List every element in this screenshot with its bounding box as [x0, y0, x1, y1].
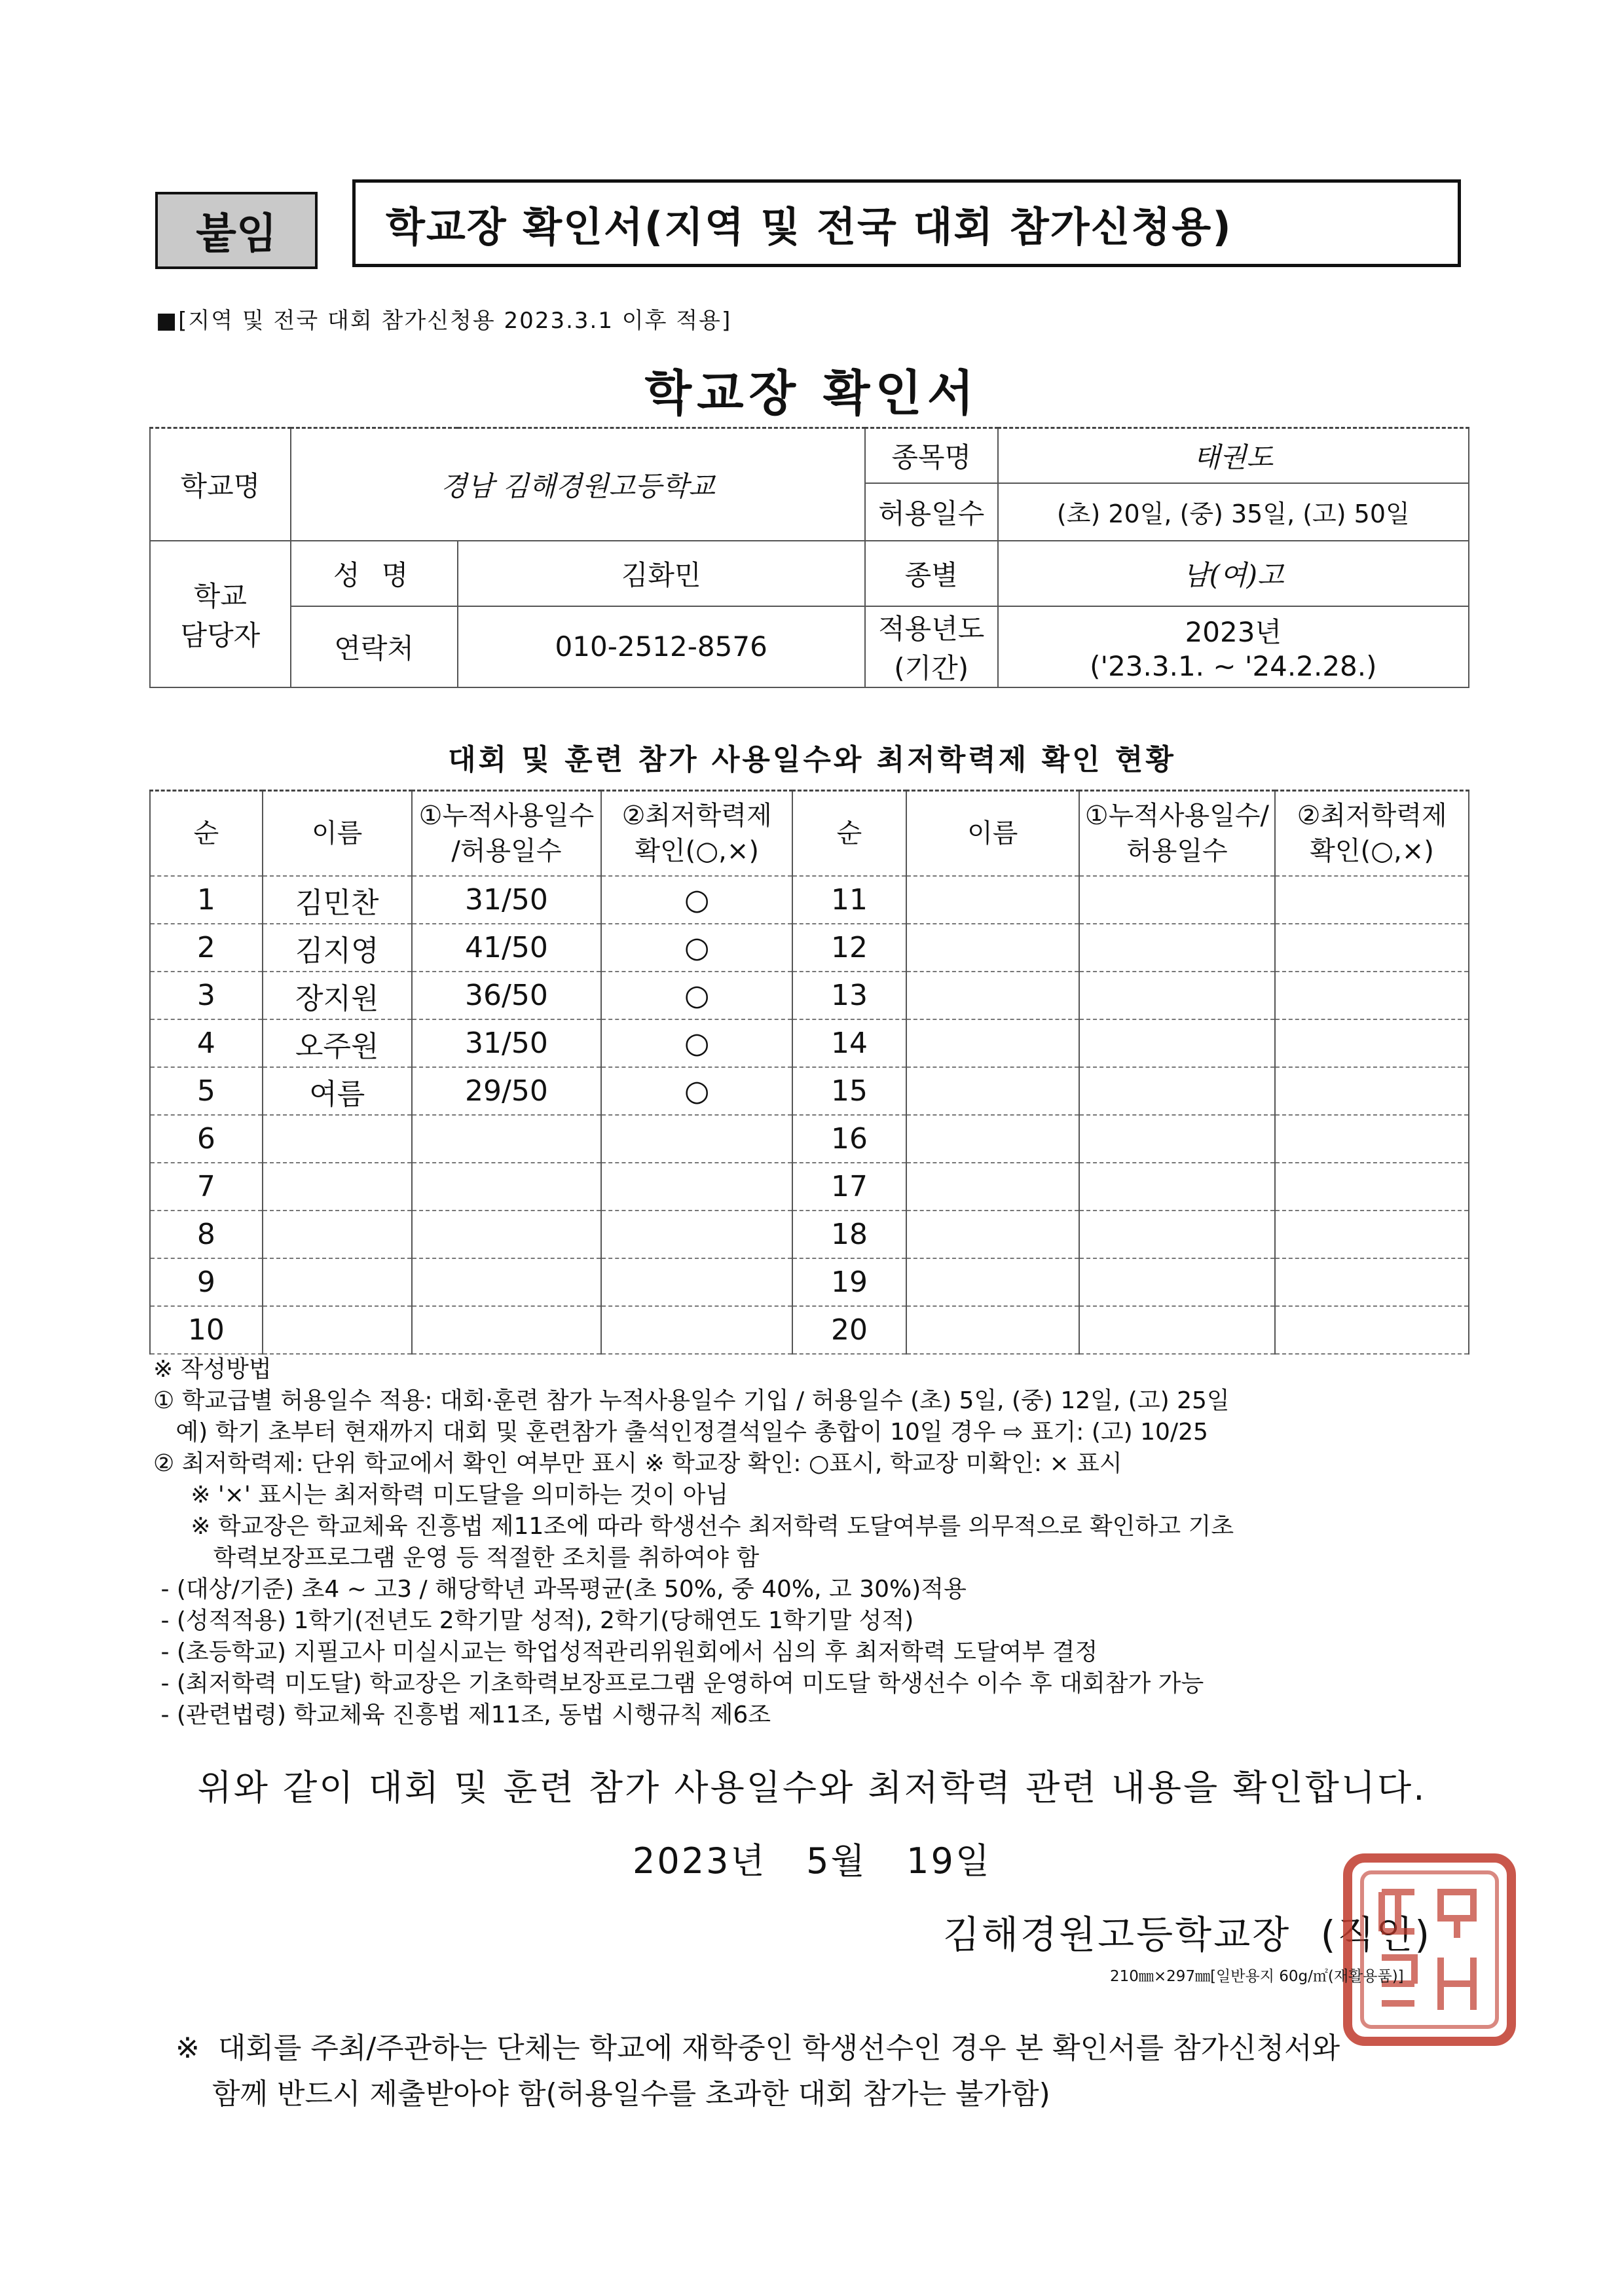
table-row — [150, 924, 1469, 972]
athlete-name: 여름 — [263, 1067, 412, 1115]
min-achievement-right — [1275, 1306, 1469, 1354]
note-line: ※ '×' 표시는 최저학력 미도달을 의미하는 것이 아님 — [153, 1482, 729, 1508]
note-line: - (관련법령) 학교체육 진흥법 제11조, 동법 시행규칙 제6조 — [153, 1702, 771, 1728]
roster-section-title: 대회 및 훈련 참가 사용일수와 최저학력제 확인 현황 — [448, 743, 1176, 776]
official-seal-icon — [1342, 1853, 1517, 2047]
note-line: - (최저학력 미도달) 학교장은 기초학력보장프로그램 운영하여 미도달 학생선수 이수 후 대회참가 가능 — [153, 1670, 1204, 1697]
table-row — [150, 1258, 1469, 1306]
row-no: 2 — [150, 924, 263, 972]
header-name: 이름 — [263, 791, 412, 877]
row-no-right: 16 — [792, 1115, 906, 1163]
athlete-name-right — [906, 1163, 1079, 1211]
header-min-right-line1: ②최저학력제 — [1297, 801, 1447, 831]
school-name-value: 경남 김해경원고등학교 — [291, 428, 865, 541]
header-days-line1: ①누적사용일수 — [418, 801, 595, 831]
min-achievement — [601, 1115, 792, 1163]
row-no: 1 — [150, 876, 263, 924]
days-used-right — [1079, 1019, 1276, 1067]
attachment-tag: 붙임 — [155, 192, 318, 269]
applicability-note: ■[지역 및 전국 대회 참가신청용 2023.3.1 이후 적용] — [156, 308, 732, 334]
principal-title: 김해경원고등학교장 — [943, 1912, 1291, 1957]
min-achievement-right — [1275, 1211, 1469, 1258]
note-line: 예) 학기 초부터 현재까지 대회 및 훈련참가 출석인정결석일수 총합이 10일 경우 ⇨ 표기: (고) 10/25 — [153, 1419, 1208, 1446]
table-row — [150, 1115, 1469, 1163]
year-value-cell — [998, 606, 1469, 687]
document-header-title: 학교장 확인서(지역 및 전국 대회 참가신청용) — [352, 179, 1461, 267]
days-used-right — [1079, 924, 1276, 972]
min-achievement: ○ — [601, 876, 792, 924]
gender-label: 종별 — [865, 541, 998, 606]
athlete-name — [263, 1258, 412, 1306]
table-row — [150, 1067, 1469, 1115]
athlete-name-right — [906, 876, 1079, 924]
row-no-right: 11 — [792, 876, 906, 924]
min-achievement-right — [1275, 1067, 1469, 1115]
min-achievement — [601, 1163, 792, 1211]
row-no-right: 15 — [792, 1067, 906, 1115]
athlete-name-right — [906, 1019, 1079, 1067]
days-used-right — [1079, 1306, 1276, 1354]
roster-header-row — [150, 791, 1469, 877]
note-line: 학력보장프로그램 운영 등 적절한 조치를 취하여야 함 — [153, 1544, 760, 1571]
issue-date: 2023년 5월 19일 — [633, 1840, 991, 1882]
manager-label-line2: 담당자 — [180, 619, 261, 651]
row-no-right: 20 — [792, 1306, 906, 1354]
min-achievement — [601, 1258, 792, 1306]
allowed-days-value: (초) 20일, (중) 35일, (고) 50일 — [998, 483, 1469, 541]
table-row — [150, 1019, 1469, 1067]
row-no-right: 18 — [792, 1211, 906, 1258]
note-line: ② 최저학력제: 단위 학교에서 확인 여부만 표시 ※ 학교장 확인: ○표시, 학교장 미확인: × 표시 — [153, 1450, 1122, 1477]
seal-label: (직인) — [1320, 1912, 1432, 1957]
days-used — [412, 1306, 602, 1354]
header-min-line1: ②최저학력제 — [621, 801, 772, 831]
header-min-line2: 확인(○,×) — [635, 836, 759, 866]
year-value: 2023년 — [1185, 616, 1282, 648]
athlete-name — [263, 1115, 412, 1163]
note-line: - (대상/기준) 초4 ~ 고3 / 해당학년 과목평균(초 50%, 중 40%, 고 30%)적용 — [153, 1576, 967, 1603]
athlete-name-right — [906, 1211, 1079, 1258]
page-title: 학교장 확인서 — [644, 365, 980, 422]
row-no: 9 — [150, 1258, 263, 1306]
min-achievement: ○ — [601, 924, 792, 972]
footer-line-1: ※ 대회를 주최/주관하는 단체는 학교에 재학중인 학생선수인 경우 본 확인서를 참가신청서와 — [175, 2032, 1340, 2065]
athlete-name: 오주원 — [263, 1019, 412, 1067]
row-no-right: 17 — [792, 1163, 906, 1211]
days-used-right — [1079, 1258, 1276, 1306]
min-achievement-right — [1275, 1163, 1469, 1211]
year-period: ('23.3.1. ~ '24.2.28.) — [1090, 650, 1377, 682]
note-line: - (성적적용) 1학기(전년도 2학기말 성적), 2학기(당해연도 1학기말 성적) — [153, 1607, 914, 1634]
row-no: 5 — [150, 1067, 263, 1115]
min-achievement-right — [1275, 1115, 1469, 1163]
table-row — [150, 876, 1469, 924]
header-no: 순 — [150, 791, 263, 877]
header-days-right-line2: 허용일수 — [1126, 836, 1228, 866]
header-min-right — [1275, 791, 1469, 877]
note-line: - (초등학교) 지필고사 미실시교는 학업성적관리위원회에서 심의 후 최저학력 도달여부 결정 — [153, 1639, 1098, 1666]
row-no: 8 — [150, 1211, 263, 1258]
gender-value: 남(여)고 — [998, 541, 1469, 606]
header-min — [601, 791, 792, 877]
min-achievement: ○ — [601, 1019, 792, 1067]
athlete-name-right — [906, 972, 1079, 1019]
paper-spec: 210㎜×297㎜[일반용지 60g/㎡(재활용품)] — [1110, 1968, 1404, 1985]
header-days-right-line1: ①누적사용일수/ — [1084, 801, 1269, 831]
days-used-right — [1079, 1115, 1276, 1163]
athlete-name — [263, 1163, 412, 1211]
athlete-name-right — [906, 924, 1079, 972]
school-info-table — [149, 427, 1469, 688]
athlete-name-right — [906, 1115, 1079, 1163]
days-used — [412, 1211, 602, 1258]
footer-line-2: 함께 반드시 제출받아야 함(허용일수를 초과한 대회 참가는 불가함) — [175, 2077, 1050, 2111]
header-days-line2: /허용일수 — [451, 836, 562, 866]
table-row — [150, 972, 1469, 1019]
manager-name-value: 김화민 — [458, 541, 865, 606]
contact-label: 연락처 — [291, 606, 458, 687]
min-achievement-right — [1275, 924, 1469, 972]
athlete-name-right — [906, 1306, 1079, 1354]
year-label-line1: 적용년도 — [878, 612, 985, 645]
athlete-name: 장지원 — [263, 972, 412, 1019]
days-used — [412, 1115, 602, 1163]
days-used-right — [1079, 876, 1276, 924]
min-achievement-right — [1275, 1019, 1469, 1067]
days-used: 31/50 — [412, 876, 602, 924]
sport-value: 태권도 — [998, 428, 1469, 483]
header-min-right-line2: 확인(○,×) — [1310, 836, 1434, 866]
athlete-name-right — [906, 1258, 1079, 1306]
days-used-right — [1079, 972, 1276, 1019]
row-no: 4 — [150, 1019, 263, 1067]
min-achievement-right — [1275, 876, 1469, 924]
table-row — [150, 1211, 1469, 1258]
min-achievement-right — [1275, 1258, 1469, 1306]
days-used-right — [1079, 1163, 1276, 1211]
header-no-right: 순 — [792, 791, 906, 877]
note-line: ① 학교급별 허용일수 적용: 대회·훈련 참가 누적사용일수 기입 / 허용일수 (초) 5일, (중) 12일, (고) 25일 — [153, 1387, 1230, 1414]
table-row — [150, 1306, 1469, 1354]
days-used: 36/50 — [412, 972, 602, 1019]
athlete-name — [263, 1306, 412, 1354]
min-achievement-right — [1275, 972, 1469, 1019]
row-no-right: 13 — [792, 972, 906, 1019]
confirmation-statement: 위와 같이 대회 및 훈련 참가 사용일수와 최저학력 관련 내용을 확인합니다. — [197, 1767, 1427, 1808]
days-used: 29/50 — [412, 1067, 602, 1115]
instructions — [153, 1354, 1489, 1731]
year-label — [865, 606, 998, 687]
allowed-days-label: 허용일수 — [865, 483, 998, 541]
min-achievement — [601, 1306, 792, 1354]
header-days-right — [1079, 791, 1276, 877]
year-label-line2: (기간) — [894, 651, 969, 684]
min-achievement: ○ — [601, 1067, 792, 1115]
header-name-right: 이름 — [906, 791, 1079, 877]
table-row — [150, 1163, 1469, 1211]
min-achievement — [601, 1211, 792, 1258]
manager-label — [150, 541, 291, 687]
sport-label: 종목명 — [865, 428, 998, 483]
note-line: ※ 학교장은 학교체육 진흥법 제11조에 따라 학생선수 최저학력 도달여부를 의무적으로 확인하고 기초 — [153, 1513, 1234, 1540]
row-no-right: 12 — [792, 924, 906, 972]
manager-name-label: 성 명 — [291, 541, 458, 606]
min-achievement: ○ — [601, 972, 792, 1019]
days-used: 41/50 — [412, 924, 602, 972]
athlete-name: 김민찬 — [263, 876, 412, 924]
row-no-right: 14 — [792, 1019, 906, 1067]
header-days — [412, 791, 602, 877]
athlete-name-right — [906, 1067, 1079, 1115]
days-used — [412, 1163, 602, 1211]
row-no: 10 — [150, 1306, 263, 1354]
row-no: 7 — [150, 1163, 263, 1211]
row-no: 3 — [150, 972, 263, 1019]
days-used-right — [1079, 1067, 1276, 1115]
contact-value: 010-2512-8576 — [458, 606, 865, 687]
days-used — [412, 1258, 602, 1306]
athlete-name — [263, 1211, 412, 1258]
days-used: 31/50 — [412, 1019, 602, 1067]
manager-label-line1: 학교 — [193, 579, 247, 612]
row-no: 6 — [150, 1115, 263, 1163]
row-no-right: 19 — [792, 1258, 906, 1306]
school-name-label: 학교명 — [150, 428, 291, 541]
submission-notice — [175, 2026, 1485, 2117]
note-line: ※ 작성방법 — [153, 1356, 272, 1383]
athlete-name: 김지영 — [263, 924, 412, 972]
days-used-right — [1079, 1211, 1276, 1258]
athlete-roster-table — [149, 790, 1469, 1355]
